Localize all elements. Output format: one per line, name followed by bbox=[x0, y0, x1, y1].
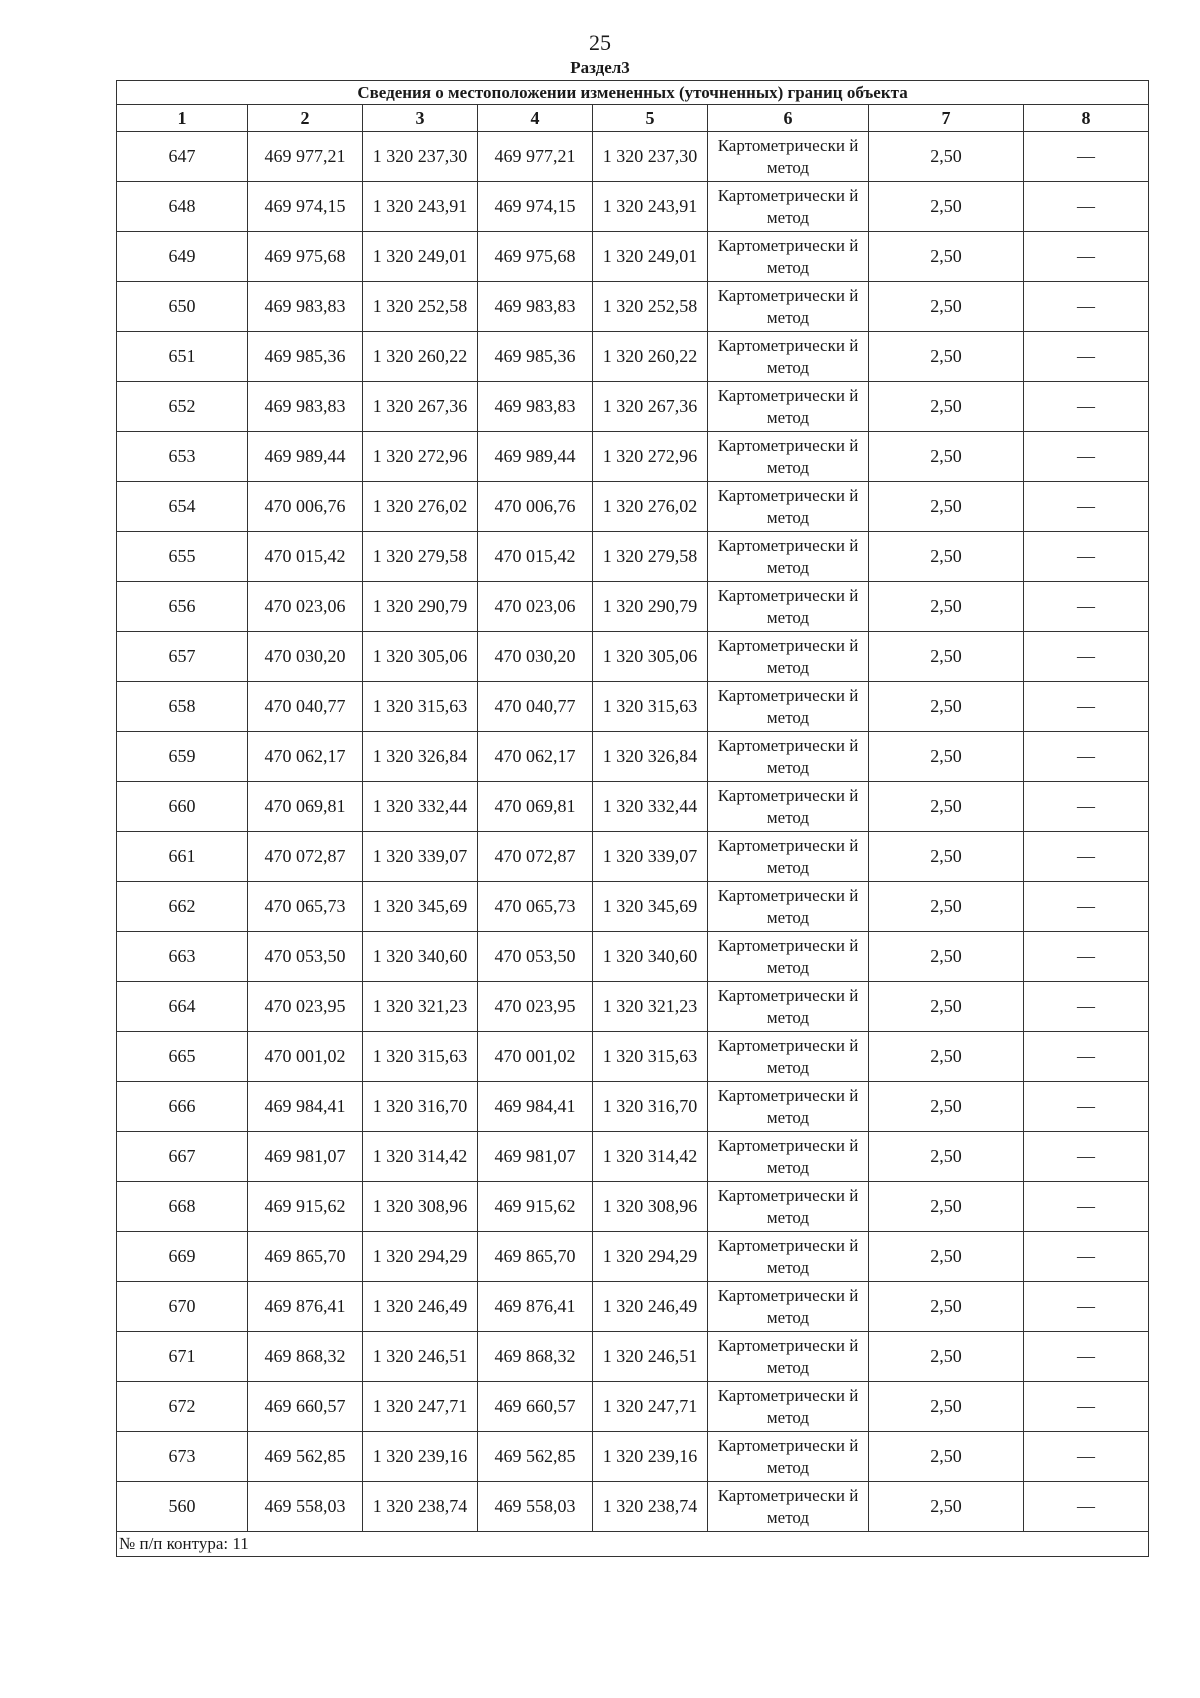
x-new-cell: 470 069,81 bbox=[478, 782, 593, 832]
y-existing-cell: 1 320 249,01 bbox=[363, 232, 478, 282]
description-cell: — bbox=[1024, 582, 1149, 632]
method-cell: Картометрически й метод bbox=[708, 1282, 869, 1332]
point-number-cell: 652 bbox=[117, 382, 248, 432]
point-number-cell: 650 bbox=[117, 282, 248, 332]
x-new-cell: 470 001,02 bbox=[478, 1032, 593, 1082]
y-existing-cell: 1 320 246,51 bbox=[363, 1332, 478, 1382]
method-cell: Картометрически й метод bbox=[708, 1032, 869, 1082]
x-new-cell: 469 915,62 bbox=[478, 1182, 593, 1232]
x-existing-cell: 470 069,81 bbox=[248, 782, 363, 832]
x-existing-cell: 469 983,83 bbox=[248, 382, 363, 432]
y-new-cell: 1 320 247,71 bbox=[593, 1382, 708, 1432]
y-existing-cell: 1 320 290,79 bbox=[363, 582, 478, 632]
x-new-cell: 470 023,95 bbox=[478, 982, 593, 1032]
y-existing-cell: 1 320 238,74 bbox=[363, 1482, 478, 1532]
x-existing-cell: 469 984,41 bbox=[248, 1082, 363, 1132]
method-cell: Картометрически й метод bbox=[708, 682, 869, 732]
description-cell: — bbox=[1024, 282, 1149, 332]
point-number-cell: 669 bbox=[117, 1232, 248, 1282]
method-cell: Картометрически й метод bbox=[708, 882, 869, 932]
y-new-cell: 1 320 279,58 bbox=[593, 532, 708, 582]
method-cell: Картометрически й метод bbox=[708, 1132, 869, 1182]
description-cell: — bbox=[1024, 682, 1149, 732]
description-cell: — bbox=[1024, 932, 1149, 982]
description-cell: — bbox=[1024, 632, 1149, 682]
description-cell: — bbox=[1024, 1432, 1149, 1482]
method-cell: Картометрически й метод bbox=[708, 1232, 869, 1282]
x-existing-cell: 469 865,70 bbox=[248, 1232, 363, 1282]
y-new-cell: 1 320 252,58 bbox=[593, 282, 708, 332]
method-cell: Картометрически й метод bbox=[708, 1432, 869, 1482]
table-row bbox=[117, 732, 1149, 782]
point-number-cell: 560 bbox=[117, 1482, 248, 1532]
method-cell: Картометрически й метод bbox=[708, 182, 869, 232]
accuracy-cell: 2,50 bbox=[869, 1032, 1024, 1082]
method-cell: Картометрически й метод bbox=[708, 1382, 869, 1432]
x-new-cell: 470 023,06 bbox=[478, 582, 593, 632]
description-cell: — bbox=[1024, 1032, 1149, 1082]
method-cell: Картометрически й метод bbox=[708, 332, 869, 382]
method-cell: Картометрически й метод bbox=[708, 132, 869, 182]
y-existing-cell: 1 320 239,16 bbox=[363, 1432, 478, 1482]
x-existing-cell: 469 660,57 bbox=[248, 1382, 363, 1432]
table-row bbox=[117, 932, 1149, 982]
method-cell: Картометрически й метод bbox=[708, 232, 869, 282]
x-existing-cell: 469 562,85 bbox=[248, 1432, 363, 1482]
description-cell: — bbox=[1024, 882, 1149, 932]
table-row bbox=[117, 1232, 1149, 1282]
x-existing-cell: 470 030,20 bbox=[248, 632, 363, 682]
x-new-cell: 469 985,36 bbox=[478, 332, 593, 382]
boundary-coordinates-table bbox=[116, 80, 1149, 1557]
x-existing-cell: 470 015,42 bbox=[248, 532, 363, 582]
x-existing-cell: 470 065,73 bbox=[248, 882, 363, 932]
method-cell: Картометрически й метод bbox=[708, 282, 869, 332]
point-number-cell: 647 bbox=[117, 132, 248, 182]
point-number-cell: 672 bbox=[117, 1382, 248, 1432]
x-new-cell: 469 975,68 bbox=[478, 232, 593, 282]
y-new-cell: 1 320 246,51 bbox=[593, 1332, 708, 1382]
x-new-cell: 470 015,42 bbox=[478, 532, 593, 582]
point-number-cell: 662 bbox=[117, 882, 248, 932]
table-row bbox=[117, 232, 1149, 282]
x-new-cell: 469 983,83 bbox=[478, 382, 593, 432]
table-row bbox=[117, 1332, 1149, 1382]
y-existing-cell: 1 320 252,58 bbox=[363, 282, 478, 332]
y-existing-cell: 1 320 237,30 bbox=[363, 132, 478, 182]
x-new-cell: 469 981,07 bbox=[478, 1132, 593, 1182]
x-new-cell: 470 006,76 bbox=[478, 482, 593, 532]
accuracy-cell: 2,50 bbox=[869, 1182, 1024, 1232]
accuracy-cell: 2,50 bbox=[869, 1232, 1024, 1282]
table-row bbox=[117, 582, 1149, 632]
column-number: 1 bbox=[117, 105, 248, 132]
y-new-cell: 1 320 243,91 bbox=[593, 182, 708, 232]
y-new-cell: 1 320 260,22 bbox=[593, 332, 708, 382]
x-existing-cell: 469 915,62 bbox=[248, 1182, 363, 1232]
table-row bbox=[117, 482, 1149, 532]
method-cell: Картометрически й метод bbox=[708, 832, 869, 882]
point-number-cell: 665 bbox=[117, 1032, 248, 1082]
accuracy-cell: 2,50 bbox=[869, 732, 1024, 782]
table-row bbox=[117, 882, 1149, 932]
accuracy-cell: 2,50 bbox=[869, 1482, 1024, 1532]
y-existing-cell: 1 320 272,96 bbox=[363, 432, 478, 482]
method-cell: Картометрически й метод bbox=[708, 432, 869, 482]
x-new-cell: 470 062,17 bbox=[478, 732, 593, 782]
y-new-cell: 1 320 246,49 bbox=[593, 1282, 708, 1332]
description-cell: — bbox=[1024, 382, 1149, 432]
y-new-cell: 1 320 315,63 bbox=[593, 682, 708, 732]
point-number-cell: 655 bbox=[117, 532, 248, 582]
column-number: 3 bbox=[363, 105, 478, 132]
accuracy-cell: 2,50 bbox=[869, 582, 1024, 632]
x-existing-cell: 470 023,95 bbox=[248, 982, 363, 1032]
y-existing-cell: 1 320 315,63 bbox=[363, 682, 478, 732]
table-row bbox=[117, 1032, 1149, 1082]
y-new-cell: 1 320 345,69 bbox=[593, 882, 708, 932]
table-row bbox=[117, 1382, 1149, 1432]
y-new-cell: 1 320 290,79 bbox=[593, 582, 708, 632]
x-new-cell: 469 977,21 bbox=[478, 132, 593, 182]
table-row bbox=[117, 132, 1149, 182]
table-row bbox=[117, 1482, 1149, 1532]
y-new-cell: 1 320 237,30 bbox=[593, 132, 708, 182]
x-new-cell: 469 876,41 bbox=[478, 1282, 593, 1332]
accuracy-cell: 2,50 bbox=[869, 1382, 1024, 1432]
y-existing-cell: 1 320 246,49 bbox=[363, 1282, 478, 1332]
point-number-cell: 668 bbox=[117, 1182, 248, 1232]
point-number-cell: 648 bbox=[117, 182, 248, 232]
point-number-cell: 661 bbox=[117, 832, 248, 882]
point-number-cell: 659 bbox=[117, 732, 248, 782]
page-number: 25 bbox=[589, 30, 611, 55]
x-new-cell: 470 030,20 bbox=[478, 632, 593, 682]
x-existing-cell: 469 985,36 bbox=[248, 332, 363, 382]
method-cell: Картометрически й метод bbox=[708, 632, 869, 682]
method-cell: Картометрически й метод bbox=[708, 482, 869, 532]
description-cell: — bbox=[1024, 1082, 1149, 1132]
x-existing-cell: 469 975,68 bbox=[248, 232, 363, 282]
description-cell: — bbox=[1024, 782, 1149, 832]
description-cell: — bbox=[1024, 1382, 1149, 1432]
method-cell: Картометрически й метод bbox=[708, 782, 869, 832]
accuracy-cell: 2,50 bbox=[869, 1132, 1024, 1182]
description-cell: — bbox=[1024, 982, 1149, 1032]
y-existing-cell: 1 320 315,63 bbox=[363, 1032, 478, 1082]
column-number-row bbox=[117, 105, 1149, 132]
point-number-cell: 657 bbox=[117, 632, 248, 682]
table-row bbox=[117, 832, 1149, 882]
y-existing-cell: 1 320 314,42 bbox=[363, 1132, 478, 1182]
y-existing-cell: 1 320 294,29 bbox=[363, 1232, 478, 1282]
table-row bbox=[117, 332, 1149, 382]
column-number: 5 bbox=[593, 105, 708, 132]
accuracy-cell: 2,50 bbox=[869, 632, 1024, 682]
table-row bbox=[117, 782, 1149, 832]
accuracy-cell: 2,50 bbox=[869, 1082, 1024, 1132]
accuracy-cell: 2,50 bbox=[869, 332, 1024, 382]
x-new-cell: 469 660,57 bbox=[478, 1382, 593, 1432]
point-number-cell: 653 bbox=[117, 432, 248, 482]
y-existing-cell: 1 320 316,70 bbox=[363, 1082, 478, 1132]
y-existing-cell: 1 320 305,06 bbox=[363, 632, 478, 682]
accuracy-cell: 2,50 bbox=[869, 982, 1024, 1032]
x-existing-cell: 469 981,07 bbox=[248, 1132, 363, 1182]
y-new-cell: 1 320 276,02 bbox=[593, 482, 708, 532]
method-cell: Картометрически й метод bbox=[708, 1482, 869, 1532]
table-row bbox=[117, 682, 1149, 732]
x-new-cell: 469 562,85 bbox=[478, 1432, 593, 1482]
description-cell: — bbox=[1024, 182, 1149, 232]
description-cell: — bbox=[1024, 832, 1149, 882]
x-new-cell: 470 040,77 bbox=[478, 682, 593, 732]
description-cell: — bbox=[1024, 1332, 1149, 1382]
table-row bbox=[117, 1282, 1149, 1332]
y-existing-cell: 1 320 276,02 bbox=[363, 482, 478, 532]
table-row bbox=[117, 632, 1149, 682]
x-existing-cell: 470 001,02 bbox=[248, 1032, 363, 1082]
x-new-cell: 469 974,15 bbox=[478, 182, 593, 232]
accuracy-cell: 2,50 bbox=[869, 832, 1024, 882]
y-existing-cell: 1 320 243,91 bbox=[363, 182, 478, 232]
description-cell: — bbox=[1024, 232, 1149, 282]
y-new-cell: 1 320 340,60 bbox=[593, 932, 708, 982]
table-row bbox=[117, 1432, 1149, 1482]
table-row bbox=[117, 1182, 1149, 1232]
x-new-cell: 469 983,83 bbox=[478, 282, 593, 332]
y-new-cell: 1 320 272,96 bbox=[593, 432, 708, 482]
column-number: 7 bbox=[869, 105, 1024, 132]
y-new-cell: 1 320 339,07 bbox=[593, 832, 708, 882]
column-number: 2 bbox=[248, 105, 363, 132]
y-new-cell: 1 320 294,29 bbox=[593, 1232, 708, 1282]
accuracy-cell: 2,50 bbox=[869, 132, 1024, 182]
x-existing-cell: 469 983,83 bbox=[248, 282, 363, 332]
table-row bbox=[117, 382, 1149, 432]
x-existing-cell: 470 006,76 bbox=[248, 482, 363, 532]
description-cell: — bbox=[1024, 532, 1149, 582]
point-number-cell: 664 bbox=[117, 982, 248, 1032]
accuracy-cell: 2,50 bbox=[869, 1282, 1024, 1332]
x-existing-cell: 470 053,50 bbox=[248, 932, 363, 982]
y-new-cell: 1 320 316,70 bbox=[593, 1082, 708, 1132]
x-new-cell: 469 865,70 bbox=[478, 1232, 593, 1282]
description-cell: — bbox=[1024, 1132, 1149, 1182]
column-number: 4 bbox=[478, 105, 593, 132]
x-new-cell: 469 984,41 bbox=[478, 1082, 593, 1132]
x-existing-cell: 469 974,15 bbox=[248, 182, 363, 232]
x-new-cell: 470 065,73 bbox=[478, 882, 593, 932]
point-number-cell: 673 bbox=[117, 1432, 248, 1482]
y-new-cell: 1 320 249,01 bbox=[593, 232, 708, 282]
y-existing-cell: 1 320 345,69 bbox=[363, 882, 478, 932]
y-new-cell: 1 320 332,44 bbox=[593, 782, 708, 832]
y-new-cell: 1 320 267,36 bbox=[593, 382, 708, 432]
table-caption-row bbox=[117, 81, 1149, 105]
y-existing-cell: 1 320 267,36 bbox=[363, 382, 478, 432]
description-cell: — bbox=[1024, 1232, 1149, 1282]
method-cell: Картометрически й метод bbox=[708, 732, 869, 782]
x-existing-cell: 470 072,87 bbox=[248, 832, 363, 882]
x-new-cell: 469 868,32 bbox=[478, 1332, 593, 1382]
method-cell: Картометрически й метод bbox=[708, 532, 869, 582]
accuracy-cell: 2,50 bbox=[869, 482, 1024, 532]
table-row bbox=[117, 432, 1149, 482]
y-new-cell: 1 320 314,42 bbox=[593, 1132, 708, 1182]
accuracy-cell: 2,50 bbox=[869, 432, 1024, 482]
y-existing-cell: 1 320 308,96 bbox=[363, 1182, 478, 1232]
description-cell: — bbox=[1024, 132, 1149, 182]
accuracy-cell: 2,50 bbox=[869, 382, 1024, 432]
x-existing-cell: 469 977,21 bbox=[248, 132, 363, 182]
accuracy-cell: 2,50 bbox=[869, 182, 1024, 232]
y-new-cell: 1 320 315,63 bbox=[593, 1032, 708, 1082]
method-cell: Картометрически й метод bbox=[708, 382, 869, 432]
table-row bbox=[117, 1082, 1149, 1132]
x-existing-cell: 470 040,77 bbox=[248, 682, 363, 732]
point-number-cell: 656 bbox=[117, 582, 248, 632]
method-cell: Картометрически й метод bbox=[708, 1332, 869, 1382]
point-number-cell: 667 bbox=[117, 1132, 248, 1182]
x-new-cell: 469 558,03 bbox=[478, 1482, 593, 1532]
y-existing-cell: 1 320 326,84 bbox=[363, 732, 478, 782]
method-cell: Картометрически й метод bbox=[708, 932, 869, 982]
y-existing-cell: 1 320 279,58 bbox=[363, 532, 478, 582]
x-existing-cell: 469 989,44 bbox=[248, 432, 363, 482]
column-number: 8 bbox=[1024, 105, 1149, 132]
accuracy-cell: 2,50 bbox=[869, 532, 1024, 582]
description-cell: — bbox=[1024, 732, 1149, 782]
accuracy-cell: 2,50 bbox=[869, 882, 1024, 932]
point-number-cell: 666 bbox=[117, 1082, 248, 1132]
description-cell: — bbox=[1024, 332, 1149, 382]
column-number: 6 bbox=[708, 105, 869, 132]
x-existing-cell: 469 868,32 bbox=[248, 1332, 363, 1382]
accuracy-cell: 2,50 bbox=[869, 682, 1024, 732]
accuracy-cell: 2,50 bbox=[869, 232, 1024, 282]
description-cell: — bbox=[1024, 1482, 1149, 1532]
accuracy-cell: 2,50 bbox=[869, 1432, 1024, 1482]
description-cell: — bbox=[1024, 482, 1149, 532]
y-existing-cell: 1 320 332,44 bbox=[363, 782, 478, 832]
table-caption: Сведения о местоположении измененных (уточненных) границ объекта bbox=[117, 81, 1149, 105]
x-new-cell: 469 989,44 bbox=[478, 432, 593, 482]
accuracy-cell: 2,50 bbox=[869, 282, 1024, 332]
description-cell: — bbox=[1024, 1182, 1149, 1232]
accuracy-cell: 2,50 bbox=[869, 782, 1024, 832]
y-existing-cell: 1 320 339,07 bbox=[363, 832, 478, 882]
point-number-cell: 658 bbox=[117, 682, 248, 732]
method-cell: Картометрически й метод bbox=[708, 582, 869, 632]
y-new-cell: 1 320 326,84 bbox=[593, 732, 708, 782]
x-new-cell: 470 072,87 bbox=[478, 832, 593, 882]
table-row bbox=[117, 182, 1149, 232]
table-row bbox=[117, 982, 1149, 1032]
y-existing-cell: 1 320 260,22 bbox=[363, 332, 478, 382]
table-row bbox=[117, 532, 1149, 582]
method-cell: Картометрически й метод bbox=[708, 1182, 869, 1232]
y-existing-cell: 1 320 340,60 bbox=[363, 932, 478, 982]
y-new-cell: 1 320 308,96 bbox=[593, 1182, 708, 1232]
description-cell: — bbox=[1024, 432, 1149, 482]
contour-number: № п/п контура: 11 bbox=[117, 1532, 1149, 1557]
accuracy-cell: 2,50 bbox=[869, 1332, 1024, 1382]
y-new-cell: 1 320 239,16 bbox=[593, 1432, 708, 1482]
x-existing-cell: 470 023,06 bbox=[248, 582, 363, 632]
x-existing-cell: 469 558,03 bbox=[248, 1482, 363, 1532]
y-new-cell: 1 320 305,06 bbox=[593, 632, 708, 682]
y-existing-cell: 1 320 247,71 bbox=[363, 1382, 478, 1432]
point-number-cell: 663 bbox=[117, 932, 248, 982]
accuracy-cell: 2,50 bbox=[869, 932, 1024, 982]
point-number-cell: 651 bbox=[117, 332, 248, 382]
method-cell: Картометрически й метод bbox=[708, 982, 869, 1032]
table-footer-row bbox=[117, 1532, 1149, 1557]
y-new-cell: 1 320 321,23 bbox=[593, 982, 708, 1032]
x-existing-cell: 469 876,41 bbox=[248, 1282, 363, 1332]
point-number-cell: 660 bbox=[117, 782, 248, 832]
point-number-cell: 649 bbox=[117, 232, 248, 282]
point-number-cell: 654 bbox=[117, 482, 248, 532]
method-cell: Картометрически й метод bbox=[708, 1082, 869, 1132]
table-row bbox=[117, 1132, 1149, 1182]
x-new-cell: 470 053,50 bbox=[478, 932, 593, 982]
point-number-cell: 670 bbox=[117, 1282, 248, 1332]
point-number-cell: 671 bbox=[117, 1332, 248, 1382]
section-title: Раздел3 bbox=[570, 58, 630, 77]
table-row bbox=[117, 282, 1149, 332]
x-existing-cell: 470 062,17 bbox=[248, 732, 363, 782]
y-existing-cell: 1 320 321,23 bbox=[363, 982, 478, 1032]
y-new-cell: 1 320 238,74 bbox=[593, 1482, 708, 1532]
description-cell: — bbox=[1024, 1282, 1149, 1332]
